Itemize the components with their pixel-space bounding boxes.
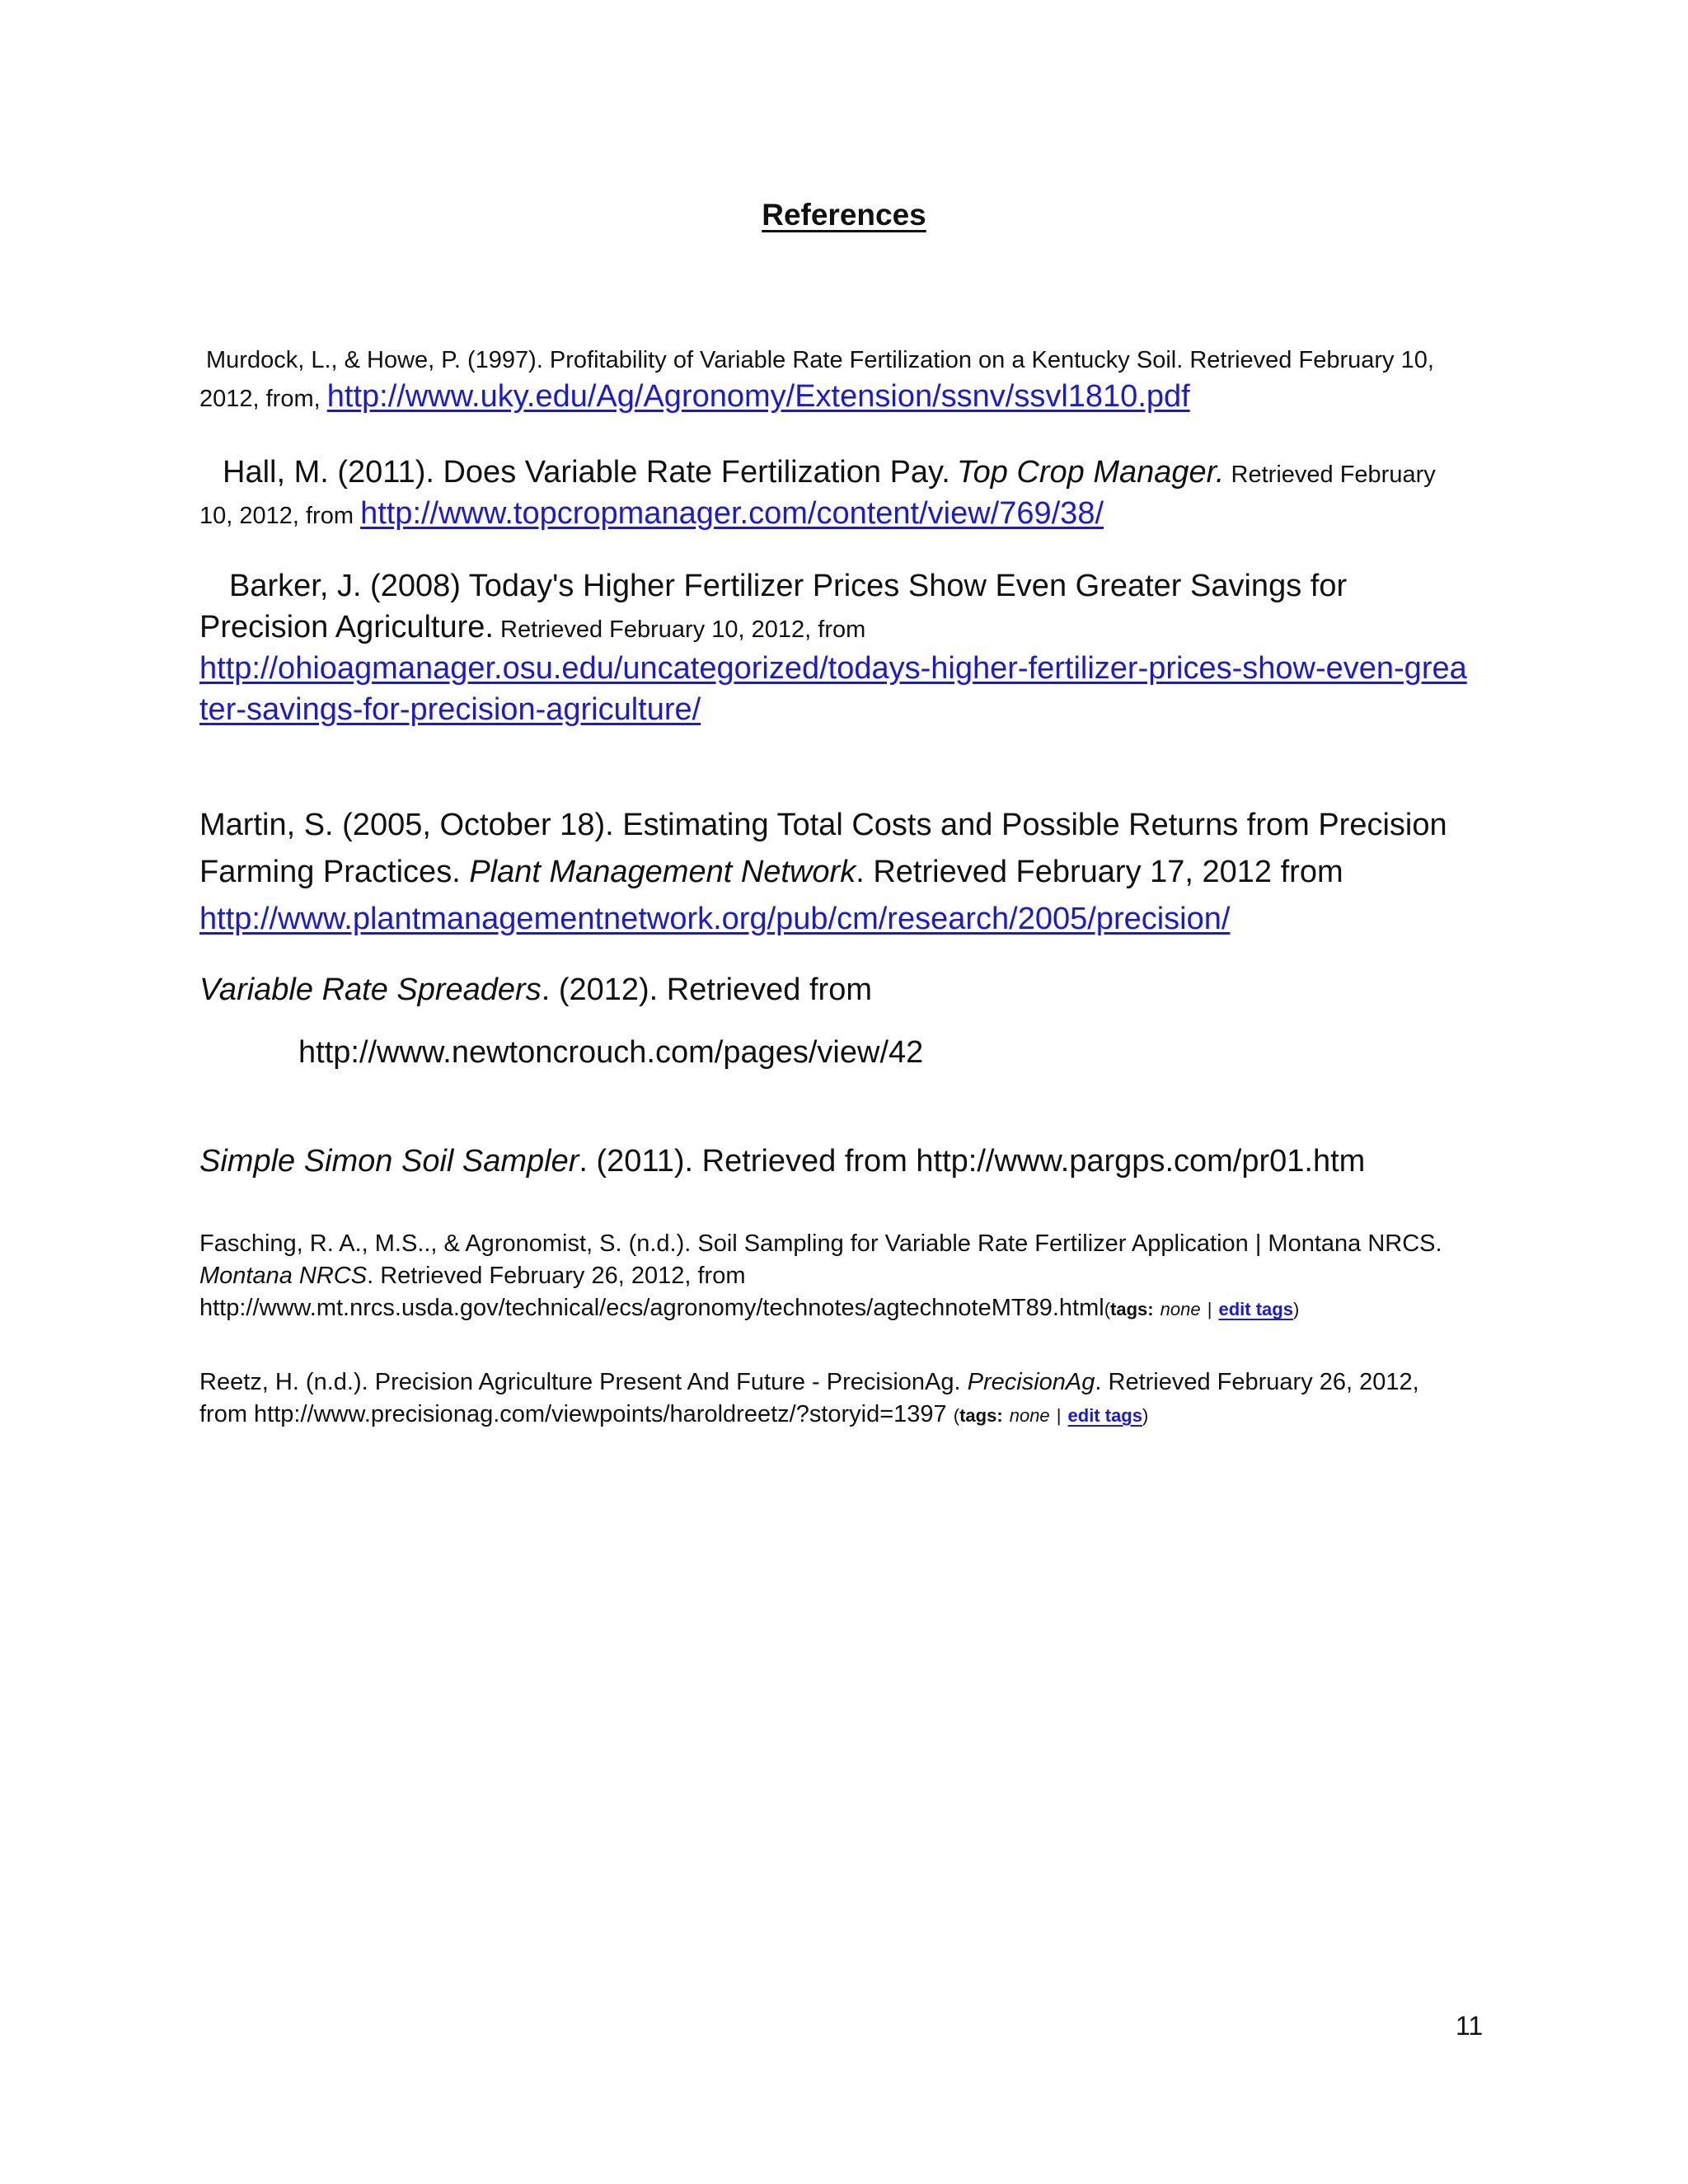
reference-murdock <box>199 344 1469 417</box>
tags-separator: | <box>1056 1405 1062 1427</box>
reference-hall <box>199 452 1469 534</box>
tags-open: ( <box>1104 1299 1111 1320</box>
reference-link[interactable]: http://www.plantmanagementnetwork.org/pub/cm/research/2005/precision/ <box>199 902 1231 936</box>
reference-title: Variable Rate Spreaders <box>199 972 542 1007</box>
reference-fasching <box>199 1228 1469 1324</box>
tags-label: tags: <box>959 1405 1003 1427</box>
reference-barker <box>199 565 1469 731</box>
reference-text: . (2012). Retrieved from <box>541 972 872 1007</box>
reference-text: Barker, J. (2008) Today's Higher Fertilizer Prices Show Even Greater Savings for Precision Agriculture. <box>199 569 1348 645</box>
reference-title: Simple Simon Soil Sampler <box>199 1144 579 1179</box>
reference-text: Martin, S. (2005, October 18). Estimating Total Costs and Possible Returns from Precision Farming Practices. <box>199 808 1447 889</box>
tags-close: ) <box>1292 1299 1300 1320</box>
reference-journal: Montana NRCS <box>199 1263 368 1290</box>
reference-text: . (2011). Retrieved from http://www.pargps.com/pr01.htm <box>579 1144 1366 1179</box>
reference-martin <box>199 802 1469 943</box>
reference-text: Fasching, R. A., M.S.., & Agronomist, S. (n.d.). Soil Sampling for Variable Rate Fertilizer Application | Montana NRCS. <box>199 1230 1442 1257</box>
reference-retrieved: Retrieved February 10, 2012, from <box>199 462 1436 530</box>
reference-retrieved: . Retrieved February 17, 2012 from <box>856 855 1343 889</box>
tags-value: none <box>1009 1405 1050 1427</box>
reference-variable-rate-spreaders <box>199 969 1469 1073</box>
edit-tags-link[interactable]: edit tags <box>1067 1405 1142 1427</box>
page-title: References <box>762 198 926 232</box>
edit-tags-link[interactable]: edit tags <box>1218 1299 1293 1320</box>
tags-label: tags: <box>1110 1299 1154 1320</box>
reference-retrieved: Retrieved February 10, 2012, from <box>500 616 866 644</box>
tags-close: ) <box>1142 1405 1149 1427</box>
reference-text: Murdock, L., & Howe, P. (1997). Profitability of Variable Rate Fertilization on a Kentucky Soil. Retrieved February 10, 2012, from, <box>199 347 1434 413</box>
reference-journal: Plant Management Network <box>469 855 856 889</box>
reference-retrieved: . Retrieved February 26, 2012, from http://www.precisionag.com/viewpoints/haroldreetz/?storyid=1397 <box>199 1369 1419 1428</box>
reference-reetz <box>199 1366 1469 1431</box>
tags-separator: | <box>1207 1299 1212 1320</box>
tags-open: ( <box>953 1405 960 1427</box>
reference-link[interactable]: http://www.topcropmanager.com/content/view/769/38/ <box>360 496 1104 532</box>
reference-text: Reetz, H. (n.d.). Precision Agriculture Present And Future - PrecisionAg. <box>199 1369 961 1395</box>
tags-value: none <box>1160 1299 1201 1320</box>
reference-link[interactable]: http://ohioagmanager.osu.edu/uncategorized/todays-higher-fertilizer-prices-show-even-greater-savings-for-precision-agriculture/ <box>199 651 1467 728</box>
reference-link[interactable]: http://www.uky.edu/Ag/Agronomy/Extension/ssnv/ssvl1810.pdf <box>326 379 1190 415</box>
reference-simple-simon <box>199 1141 1469 1182</box>
page-number: 11 <box>1456 2011 1484 2041</box>
reference-text: Hall, M. (2011). Does Variable Rate Fertilization Pay. <box>223 455 950 490</box>
reference-journal: PrecisionAg <box>967 1369 1095 1395</box>
reference-journal: Top Crop Manager. <box>956 455 1225 490</box>
reference-retrieved: . Retrieved February 26, 2012, from http://www.mt.nrcs.usda.gov/technical/ecs/agronomy/technotes/agtechnoteMT89.html <box>199 1263 1104 1322</box>
reference-url: http://www.newtoncrouch.com/pages/view/42 <box>298 1035 924 1071</box>
